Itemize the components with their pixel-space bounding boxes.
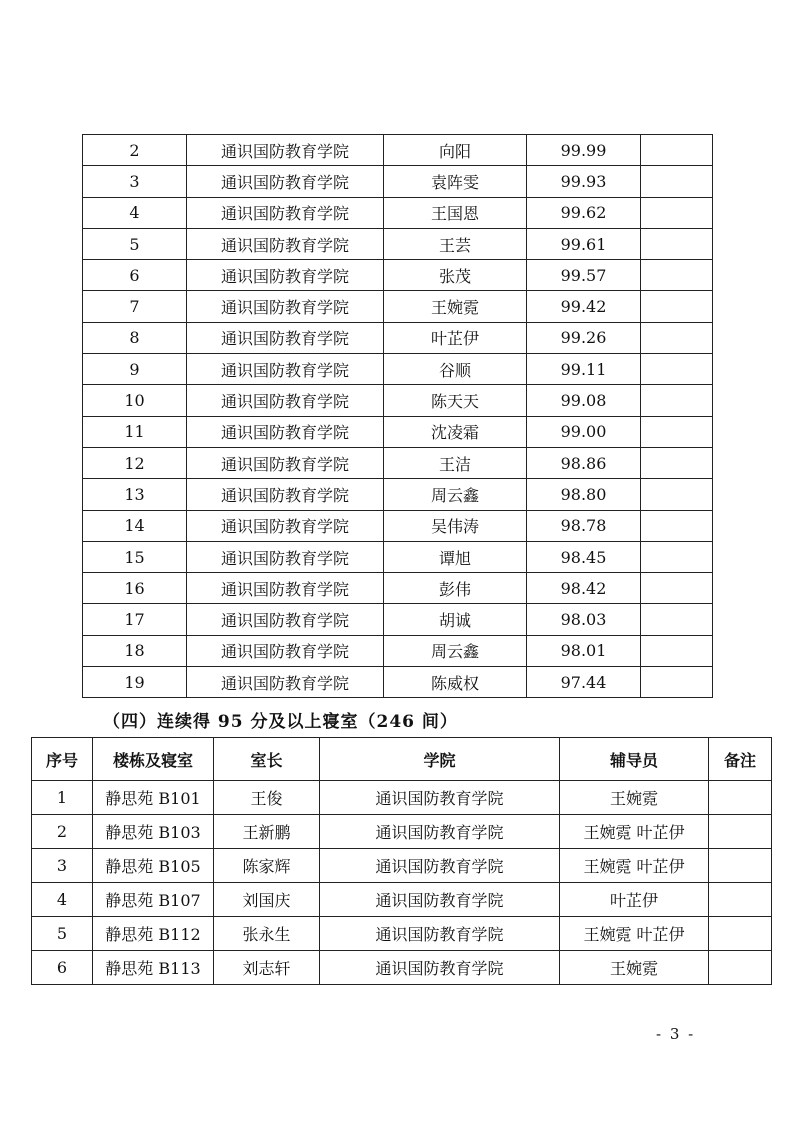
dormitory-table <box>31 737 772 985</box>
cell-no: 2 <box>83 135 187 166</box>
cell-name: 王洁 <box>384 447 527 478</box>
cell-college: 通识国防教育学院 <box>187 197 384 228</box>
cell-score: 98.80 <box>527 479 641 510</box>
cell-name: 吴伟涛 <box>384 510 527 541</box>
cell-remark <box>641 541 713 572</box>
cell-leader: 陈家辉 <box>214 849 320 883</box>
cell-score: 99.99 <box>527 135 641 166</box>
cell-no: 16 <box>83 573 187 604</box>
cell-no: 3 <box>32 849 93 883</box>
cell-no: 9 <box>83 354 187 385</box>
cell-score: 99.57 <box>527 260 641 291</box>
cell-room: 静思苑 B107 <box>93 883 214 917</box>
cell-name: 陈天天 <box>384 385 527 416</box>
cell-no: 13 <box>83 479 187 510</box>
table-row <box>32 781 772 815</box>
table-row <box>83 667 713 698</box>
table-row <box>83 385 713 416</box>
cell-score: 99.00 <box>527 416 641 447</box>
score-table <box>82 134 713 698</box>
cell-name: 张茂 <box>384 260 527 291</box>
cell-no: 10 <box>83 385 187 416</box>
cell-leader: 张永生 <box>214 917 320 951</box>
header-leader: 室长 <box>214 738 320 781</box>
cell-remark <box>641 228 713 259</box>
cell-score: 99.61 <box>527 228 641 259</box>
table-row <box>83 228 713 259</box>
cell-no: 6 <box>32 951 93 985</box>
cell-no: 7 <box>83 291 187 322</box>
header-no: 序号 <box>32 738 93 781</box>
table-row <box>32 849 772 883</box>
table-row <box>83 510 713 541</box>
cell-score: 99.93 <box>527 166 641 197</box>
cell-college: 通识国防教育学院 <box>187 135 384 166</box>
cell-leader: 王新鹏 <box>214 815 320 849</box>
table-row <box>83 635 713 666</box>
cell-score: 98.86 <box>527 447 641 478</box>
cell-remark <box>641 635 713 666</box>
cell-no: 4 <box>83 197 187 228</box>
cell-remark <box>641 291 713 322</box>
cell-score: 99.26 <box>527 322 641 353</box>
cell-remark <box>709 815 772 849</box>
table-row <box>83 604 713 635</box>
cell-counselor: 王婉霓 <box>560 781 709 815</box>
table-row <box>83 322 713 353</box>
cell-remark <box>709 781 772 815</box>
cell-college: 通识国防教育学院 <box>187 667 384 698</box>
cell-no: 11 <box>83 416 187 447</box>
table-row <box>83 135 713 166</box>
header-room: 楼栋及寝室 <box>93 738 214 781</box>
cell-remark <box>709 917 772 951</box>
cell-remark <box>641 510 713 541</box>
cell-room: 静思苑 B112 <box>93 917 214 951</box>
cell-no: 14 <box>83 510 187 541</box>
table-row <box>83 260 713 291</box>
cell-remark <box>641 166 713 197</box>
cell-college: 通识国防教育学院 <box>187 541 384 572</box>
header-college: 学院 <box>320 738 560 781</box>
cell-college: 通识国防教育学院 <box>187 322 384 353</box>
cell-remark <box>641 135 713 166</box>
cell-college: 通识国防教育学院 <box>320 883 560 917</box>
cell-no: 12 <box>83 447 187 478</box>
cell-college: 通识国防教育学院 <box>187 479 384 510</box>
cell-college: 通识国防教育学院 <box>187 385 384 416</box>
cell-room: 静思苑 B103 <box>93 815 214 849</box>
table-header-row <box>32 738 772 781</box>
cell-name: 沈凌霜 <box>384 416 527 447</box>
cell-no: 4 <box>32 883 93 917</box>
table-row <box>83 573 713 604</box>
table-row <box>83 416 713 447</box>
cell-remark <box>641 604 713 635</box>
cell-college: 通识国防教育学院 <box>187 510 384 541</box>
cell-score: 99.11 <box>527 354 641 385</box>
cell-no: 19 <box>83 667 187 698</box>
cell-name: 向阳 <box>384 135 527 166</box>
table-row <box>83 166 713 197</box>
cell-score: 98.42 <box>527 573 641 604</box>
cell-name: 袁阵雯 <box>384 166 527 197</box>
cell-remark <box>709 951 772 985</box>
table-row <box>32 883 772 917</box>
cell-name: 谷顺 <box>384 354 527 385</box>
cell-counselor: 王婉霓 <box>560 951 709 985</box>
table-row <box>83 447 713 478</box>
cell-remark <box>641 447 713 478</box>
table-row <box>32 815 772 849</box>
cell-college: 通识国防教育学院 <box>320 815 560 849</box>
cell-counselor: 叶芷伊 <box>560 883 709 917</box>
table-row <box>83 291 713 322</box>
cell-no: 15 <box>83 541 187 572</box>
cell-remark <box>641 322 713 353</box>
cell-no: 3 <box>83 166 187 197</box>
cell-room: 静思苑 B101 <box>93 781 214 815</box>
cell-college: 通识国防教育学院 <box>320 917 560 951</box>
cell-no: 18 <box>83 635 187 666</box>
cell-no: 5 <box>32 917 93 951</box>
cell-college: 通识国防教育学院 <box>187 291 384 322</box>
cell-college: 通识国防教育学院 <box>187 573 384 604</box>
cell-name: 周云鑫 <box>384 635 527 666</box>
page-number: - 3 - <box>656 1025 696 1043</box>
cell-score: 99.62 <box>527 197 641 228</box>
cell-college: 通识国防教育学院 <box>320 951 560 985</box>
cell-no: 1 <box>32 781 93 815</box>
cell-no: 17 <box>83 604 187 635</box>
cell-score: 98.03 <box>527 604 641 635</box>
table-row <box>83 354 713 385</box>
cell-name: 周云鑫 <box>384 479 527 510</box>
cell-score: 97.44 <box>527 667 641 698</box>
cell-college: 通识国防教育学院 <box>320 781 560 815</box>
cell-name: 王国恩 <box>384 197 527 228</box>
cell-remark <box>709 883 772 917</box>
cell-no: 8 <box>83 322 187 353</box>
table-row <box>83 197 713 228</box>
cell-remark <box>641 573 713 604</box>
cell-room: 静思苑 B105 <box>93 849 214 883</box>
cell-room: 静思苑 B113 <box>93 951 214 985</box>
cell-leader: 刘国庆 <box>214 883 320 917</box>
cell-name: 胡诚 <box>384 604 527 635</box>
cell-score: 99.08 <box>527 385 641 416</box>
cell-name: 王婉霓 <box>384 291 527 322</box>
cell-remark <box>641 667 713 698</box>
cell-college: 通识国防教育学院 <box>187 416 384 447</box>
cell-name: 叶芷伊 <box>384 322 527 353</box>
table-row <box>83 541 713 572</box>
table-row <box>83 479 713 510</box>
cell-name: 彭伟 <box>384 573 527 604</box>
cell-remark <box>641 416 713 447</box>
cell-no: 2 <box>32 815 93 849</box>
cell-remark <box>709 849 772 883</box>
cell-score: 98.78 <box>527 510 641 541</box>
cell-name: 王芸 <box>384 228 527 259</box>
section-heading: （四）连续得 95 分及以上寝室（246 间） <box>103 712 458 732</box>
cell-college: 通识国防教育学院 <box>187 166 384 197</box>
cell-college: 通识国防教育学院 <box>187 447 384 478</box>
header-remark: 备注 <box>709 738 772 781</box>
cell-remark <box>641 354 713 385</box>
cell-name: 谭旭 <box>384 541 527 572</box>
cell-college: 通识国防教育学院 <box>187 635 384 666</box>
cell-college: 通识国防教育学院 <box>187 604 384 635</box>
cell-counselor: 王婉霓 叶芷伊 <box>560 917 709 951</box>
cell-leader: 刘志轩 <box>214 951 320 985</box>
cell-college: 通识国防教育学院 <box>187 228 384 259</box>
cell-leader: 王俊 <box>214 781 320 815</box>
cell-counselor: 王婉霓 叶芷伊 <box>560 815 709 849</box>
cell-college: 通识国防教育学院 <box>187 260 384 291</box>
cell-name: 陈威权 <box>384 667 527 698</box>
cell-remark <box>641 197 713 228</box>
table-row <box>32 951 772 985</box>
cell-score: 99.42 <box>527 291 641 322</box>
cell-remark <box>641 260 713 291</box>
header-counselor: 辅导员 <box>560 738 709 781</box>
cell-counselor: 王婉霓 叶芷伊 <box>560 849 709 883</box>
cell-score: 98.45 <box>527 541 641 572</box>
cell-college: 通识国防教育学院 <box>320 849 560 883</box>
cell-no: 6 <box>83 260 187 291</box>
cell-college: 通识国防教育学院 <box>187 354 384 385</box>
cell-remark <box>641 479 713 510</box>
table-row <box>32 917 772 951</box>
cell-score: 98.01 <box>527 635 641 666</box>
cell-no: 5 <box>83 228 187 259</box>
cell-remark <box>641 385 713 416</box>
